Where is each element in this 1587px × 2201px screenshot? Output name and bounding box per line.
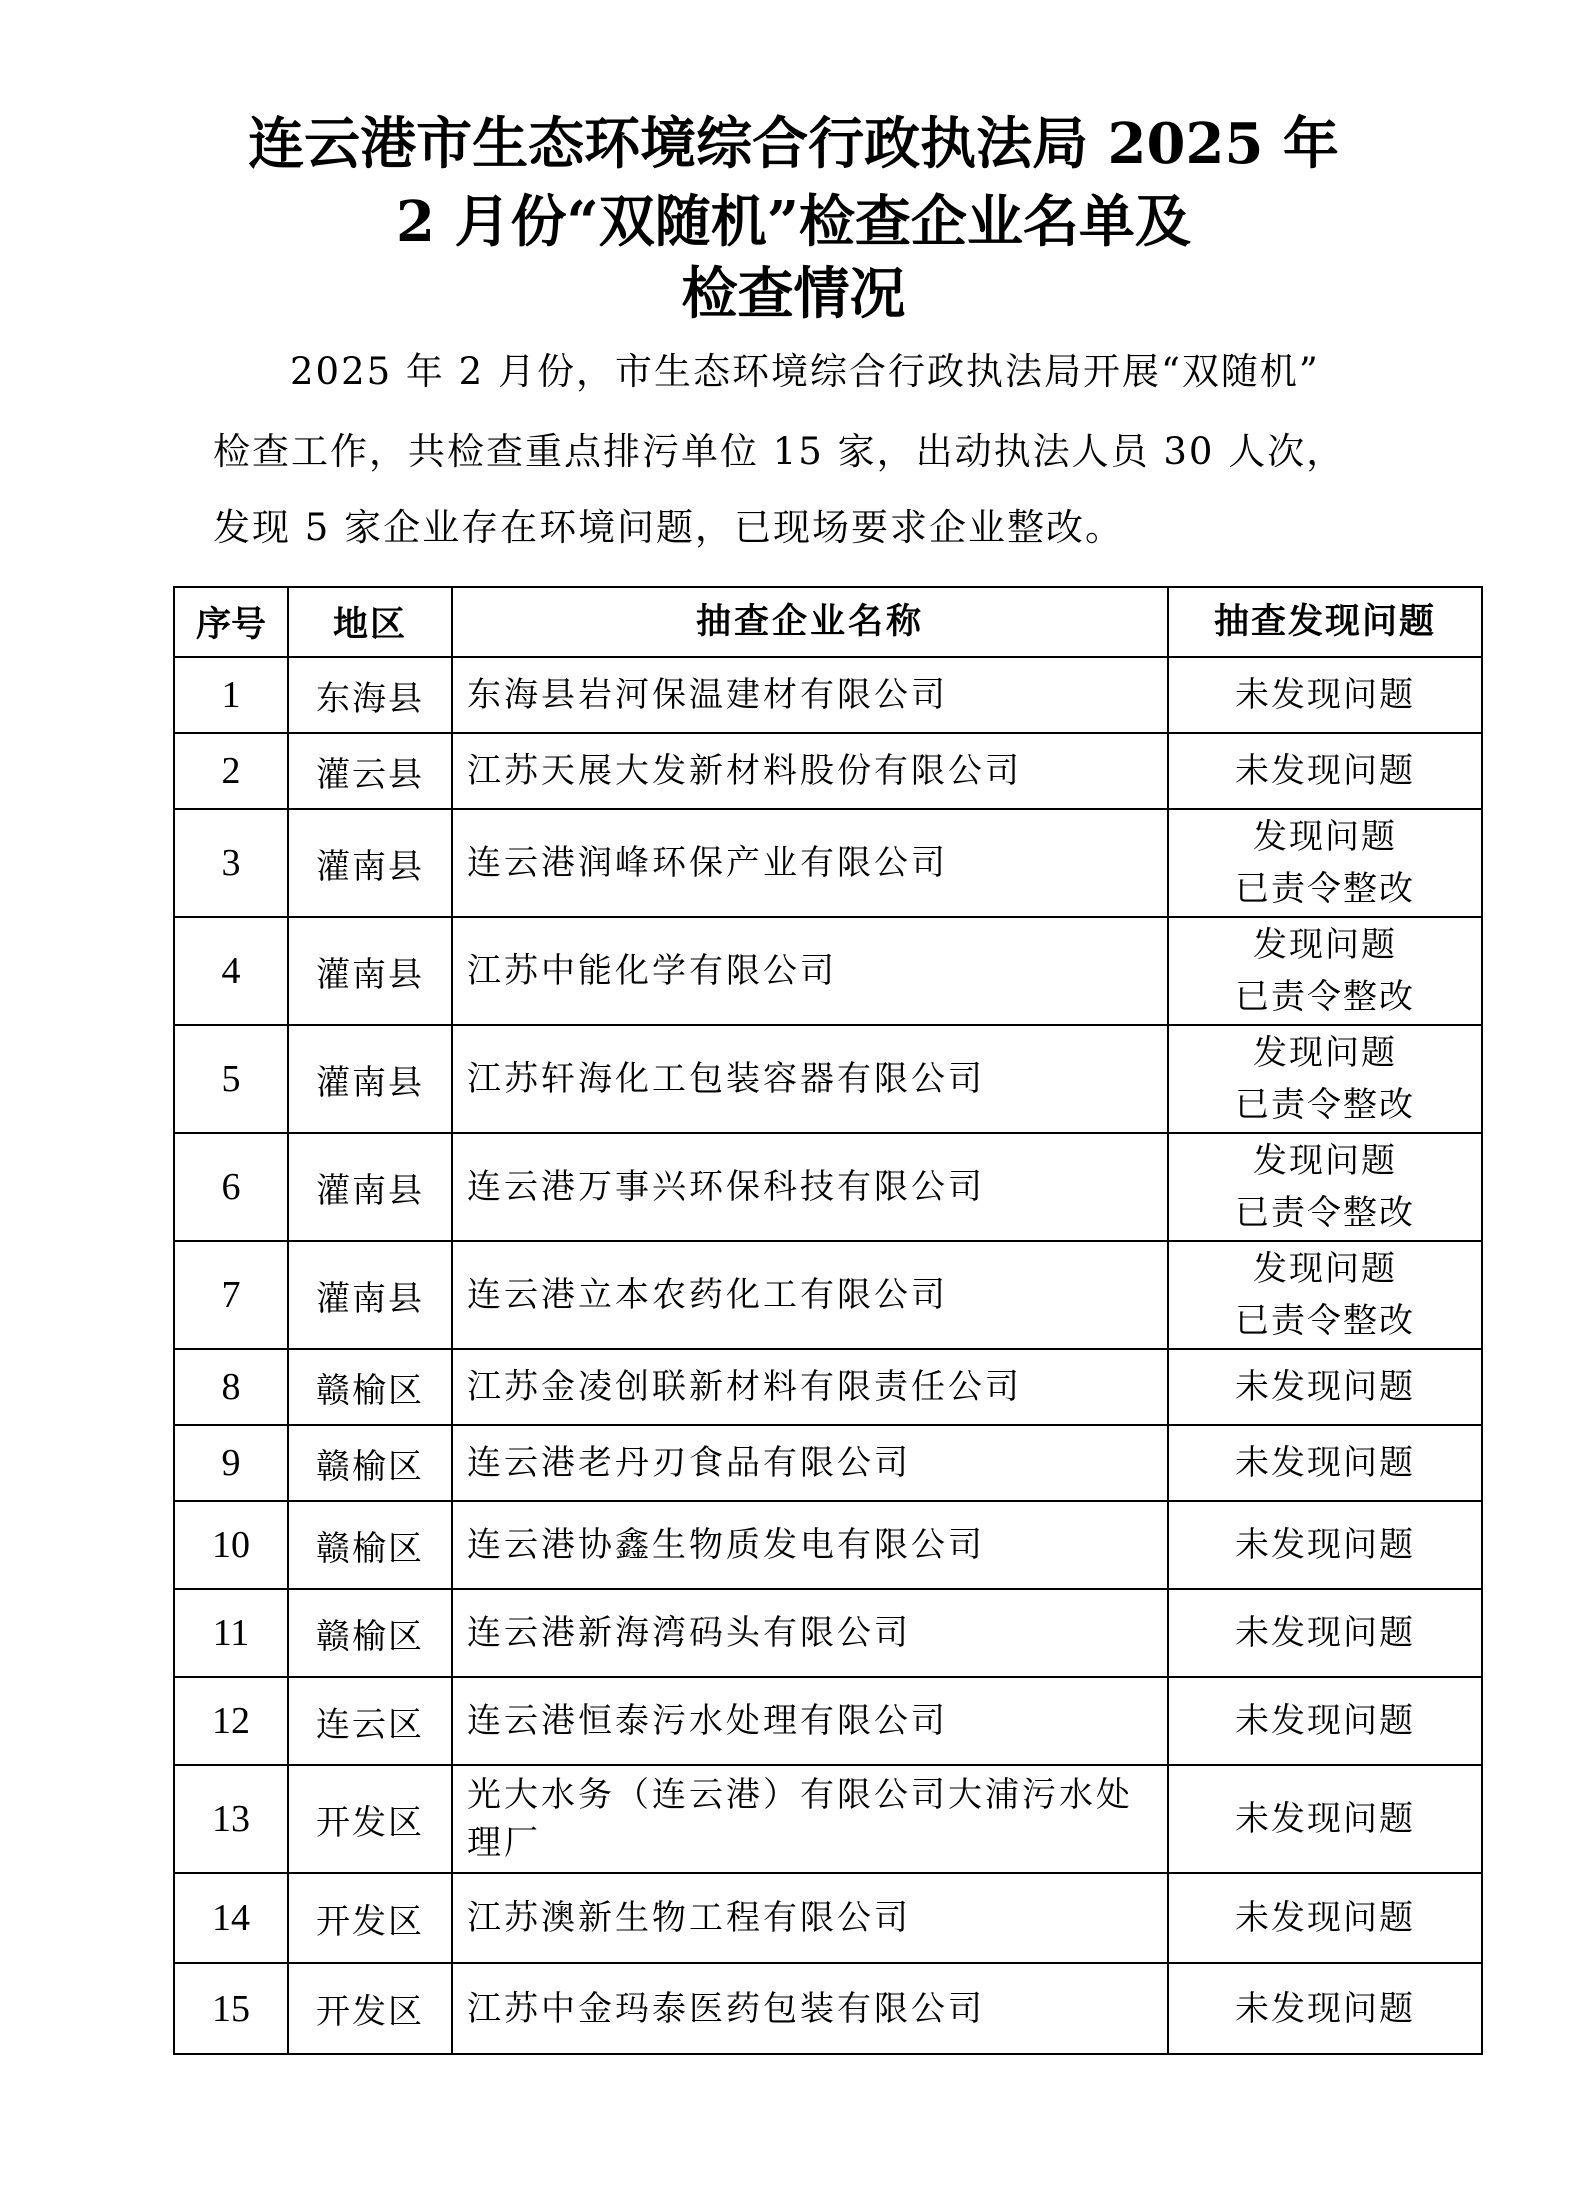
cell-serial-no: 14	[174, 1873, 288, 1963]
table-row	[174, 1589, 1482, 1677]
cell-serial-no: 6	[174, 1133, 288, 1241]
table-body	[174, 657, 1482, 2054]
cell-area: 赣榆区	[288, 1501, 452, 1589]
result-line: 未发现问题	[1235, 1367, 1415, 1407]
cell-serial-no: 2	[174, 733, 288, 809]
result-line: 已责令整改	[1235, 869, 1415, 909]
cell-area: 灌南县	[288, 917, 452, 1025]
cell-area: 东海县	[288, 657, 452, 733]
cell-inspection-result	[1168, 1963, 1482, 2054]
cell-area: 灌南县	[288, 1241, 452, 1349]
header-area: 地区	[288, 587, 452, 657]
cell-area: 开发区	[288, 1963, 452, 2054]
cell-enterprise-name: 江苏轩海化工包装容器有限公司	[452, 1025, 1168, 1133]
cell-area: 灌南县	[288, 809, 452, 917]
cell-enterprise-name: 江苏天展大发新材料股份有限公司	[452, 733, 1168, 809]
cell-inspection-result	[1168, 1677, 1482, 1765]
result-line: 发现问题	[1253, 817, 1397, 857]
cell-serial-no: 4	[174, 917, 288, 1025]
cell-inspection-result	[1168, 657, 1482, 733]
table-row	[174, 657, 1482, 733]
result-line: 未发现问题	[1235, 1799, 1415, 1839]
table-row	[174, 809, 1482, 917]
cell-enterprise-name: 连云港协鑫生物质发电有限公司	[452, 1501, 1168, 1589]
cell-inspection-result	[1168, 1501, 1482, 1589]
cell-area: 开发区	[288, 1873, 452, 1963]
cell-enterprise-name: 连云港老丹刃食品有限公司	[452, 1425, 1168, 1501]
result-line: 未发现问题	[1235, 1988, 1415, 2029]
cell-enterprise-name: 连云港恒泰污水处理有限公司	[452, 1677, 1168, 1765]
result-line: 未发现问题	[1235, 1701, 1415, 1741]
cell-serial-no: 3	[174, 809, 288, 917]
cell-area: 灌云县	[288, 733, 452, 809]
cell-serial-no: 9	[174, 1425, 288, 1501]
table-row	[174, 1873, 1482, 1963]
table-row	[174, 733, 1482, 809]
cell-area: 灌南县	[288, 1025, 452, 1133]
result-line: 发现问题	[1253, 1033, 1397, 1073]
cell-inspection-result	[1168, 1873, 1482, 1963]
cell-inspection-result	[1168, 1589, 1482, 1677]
result-line: 发现问题	[1253, 1141, 1397, 1181]
cell-enterprise-name: 江苏中能化学有限公司	[452, 917, 1168, 1025]
cell-serial-no: 13	[174, 1765, 288, 1873]
cell-enterprise-name: 江苏澳新生物工程有限公司	[452, 1873, 1168, 1963]
cell-enterprise-name: 连云港立本农药化工有限公司	[452, 1241, 1168, 1349]
document-title-line-2: 2 月份“双随机”检查企业名单及	[396, 189, 1191, 255]
document-title-line-3: 检查情况	[681, 261, 906, 327]
inspection-table	[173, 586, 1483, 2055]
cell-area: 连云区	[288, 1677, 452, 1765]
cell-enterprise-name: 连云港润峰环保产业有限公司	[452, 809, 1168, 917]
cell-enterprise-name: 江苏金凌创联新材料有限责任公司	[452, 1349, 1168, 1425]
result-line: 已责令整改	[1235, 1301, 1415, 1341]
table-row	[174, 1677, 1482, 1765]
table-row	[174, 1025, 1482, 1133]
cell-serial-no: 1	[174, 657, 288, 733]
cell-enterprise-name: 连云港万事兴环保科技有限公司	[452, 1133, 1168, 1241]
cell-area: 灌南县	[288, 1133, 452, 1241]
result-line: 未发现问题	[1235, 1443, 1415, 1483]
header-enterprise-name: 抽查企业名称	[452, 587, 1168, 657]
cell-serial-no: 8	[174, 1349, 288, 1425]
cell-area: 赣榆区	[288, 1589, 452, 1677]
cell-inspection-result	[1168, 1133, 1482, 1241]
cell-area: 赣榆区	[288, 1425, 452, 1501]
cell-inspection-result	[1168, 1349, 1482, 1425]
cell-inspection-result	[1168, 1765, 1482, 1873]
cell-inspection-result	[1168, 733, 1482, 809]
cell-serial-no: 11	[174, 1589, 288, 1677]
document-title-line-1: 连云港市生态环境综合行政执法局 2025 年	[248, 111, 1339, 177]
intro-paragraph-line-3: 发现 5 家企业存在环境问题，已现场要求企业整改。	[213, 506, 1125, 549]
cell-serial-no: 7	[174, 1241, 288, 1349]
cell-serial-no: 10	[174, 1501, 288, 1589]
cell-area: 开发区	[288, 1765, 452, 1873]
cell-area: 赣榆区	[288, 1349, 452, 1425]
intro-paragraph-line-2: 检查工作，共检查重点排污单位 15 家，出动执法人员 30 人次，	[213, 430, 1346, 473]
result-line: 已责令整改	[1235, 1085, 1415, 1125]
result-line: 未发现问题	[1235, 1613, 1415, 1653]
cell-serial-no: 15	[174, 1963, 288, 2054]
cell-inspection-result	[1168, 1241, 1482, 1349]
cell-inspection-result	[1168, 809, 1482, 917]
result-line: 发现问题	[1253, 1249, 1397, 1289]
result-line: 未发现问题	[1235, 1525, 1415, 1565]
header-serial-no: 序号	[174, 587, 288, 657]
cell-enterprise-name: 连云港新海湾码头有限公司	[452, 1589, 1168, 1677]
table-row	[174, 1501, 1482, 1589]
table-row	[174, 917, 1482, 1025]
header-inspection-result: 抽查发现问题	[1168, 587, 1482, 657]
result-line: 未发现问题	[1235, 675, 1415, 715]
table-row	[174, 1133, 1482, 1241]
cell-inspection-result	[1168, 1425, 1482, 1501]
result-line: 未发现问题	[1235, 751, 1415, 791]
table-row	[174, 1765, 1482, 1873]
table-row	[174, 1241, 1482, 1349]
result-line: 未发现问题	[1235, 1898, 1415, 1938]
result-line: 已责令整改	[1235, 977, 1415, 1017]
cell-serial-no: 12	[174, 1677, 288, 1765]
cell-inspection-result	[1168, 917, 1482, 1025]
result-line: 已责令整改	[1235, 1193, 1415, 1233]
cell-serial-no: 5	[174, 1025, 288, 1133]
result-line: 发现问题	[1253, 925, 1397, 965]
cell-enterprise-name: 江苏中金玛泰医药包装有限公司	[452, 1963, 1168, 2054]
cell-enterprise-name: 东海县岩河保温建材有限公司	[452, 657, 1168, 733]
table-row	[174, 1963, 1482, 2054]
intro-paragraph-line-1: 2025 年 2 月份，市生态环境综合行政执法局开展“双随机”	[290, 350, 1320, 393]
table-row	[174, 1349, 1482, 1425]
cell-inspection-result	[1168, 1025, 1482, 1133]
table-row	[174, 1425, 1482, 1501]
table-header-row	[174, 587, 1482, 657]
cell-enterprise-name: 光大水务（连云港）有限公司大浦污水处理厂	[452, 1765, 1168, 1873]
